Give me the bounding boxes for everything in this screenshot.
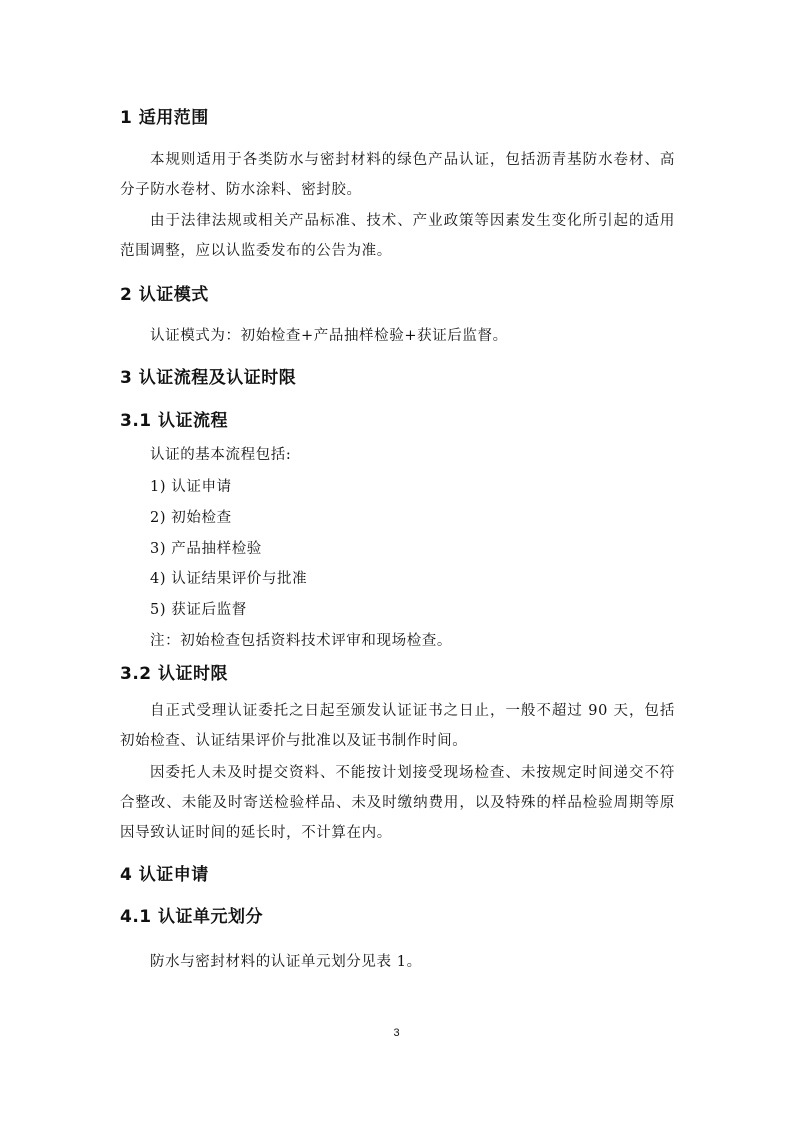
list-item: 5) 获证后监督 bbox=[150, 602, 247, 618]
section-4-1-heading: 4.1 认证单元划分 bbox=[120, 907, 264, 927]
section-3-2-paragraph-2: 因委托人未及时提交资料、不能按计划接受现场检查、未按规定时间递交不符合整改、未能及时寄送检验样品、未及时缴纳费用，以及特殊的样品检验周期等原因导致认证时间的延长时，不计算在内。 bbox=[120, 765, 675, 841]
section-3-1-intro: 认证的基本流程包括: bbox=[150, 447, 292, 463]
section-3-1-note: 注：初始检查包括资料技术评审和现场检查。 bbox=[150, 633, 452, 649]
list-item: 2) 初始检查 bbox=[150, 510, 232, 526]
section-1-heading: 1 适用范围 bbox=[120, 108, 209, 128]
section-4-heading: 4 认证申请 bbox=[120, 865, 209, 885]
section-1-paragraph-1: 本规则适用于各类防水与密封材料的绿色产品认证，包括沥青基防水卷材、高分子防水卷材、防水涂料、密封胶。 bbox=[120, 152, 675, 198]
section-3-heading: 3 认证流程及认证时限 bbox=[120, 368, 297, 388]
list-item: 1) 认证申请 bbox=[150, 479, 232, 495]
section-3-2-heading: 3.2 认证时限 bbox=[120, 664, 229, 684]
page-number: 3 bbox=[393, 1027, 400, 1039]
section-3-1-heading: 3.1 认证流程 bbox=[120, 411, 229, 431]
section-3-2-paragraph-1: 自正式受理认证委托之日起至颁发认证证书之日止，一般不超过 90 天，包括初始检查、认证结果评价与批准以及证书制作时间。 bbox=[120, 703, 675, 749]
section-1-paragraph-2: 由于法律法规或相关产品标准、技术、产业政策等因素发生变化所引起的适用范围调整，应以认监委发布的公告为准。 bbox=[120, 213, 675, 259]
list-item: 4) 认证结果评价与批准 bbox=[150, 571, 308, 587]
list-item: 3) 产品抽样检验 bbox=[150, 541, 262, 557]
section-2-heading: 2 认证模式 bbox=[120, 285, 209, 305]
section-4-1-paragraph-1: 防水与密封材料的认证单元划分见表 1。 bbox=[150, 954, 422, 970]
section-2-paragraph-1: 认证模式为：初始检查+产品抽样检验+获证后监督。 bbox=[150, 328, 508, 344]
